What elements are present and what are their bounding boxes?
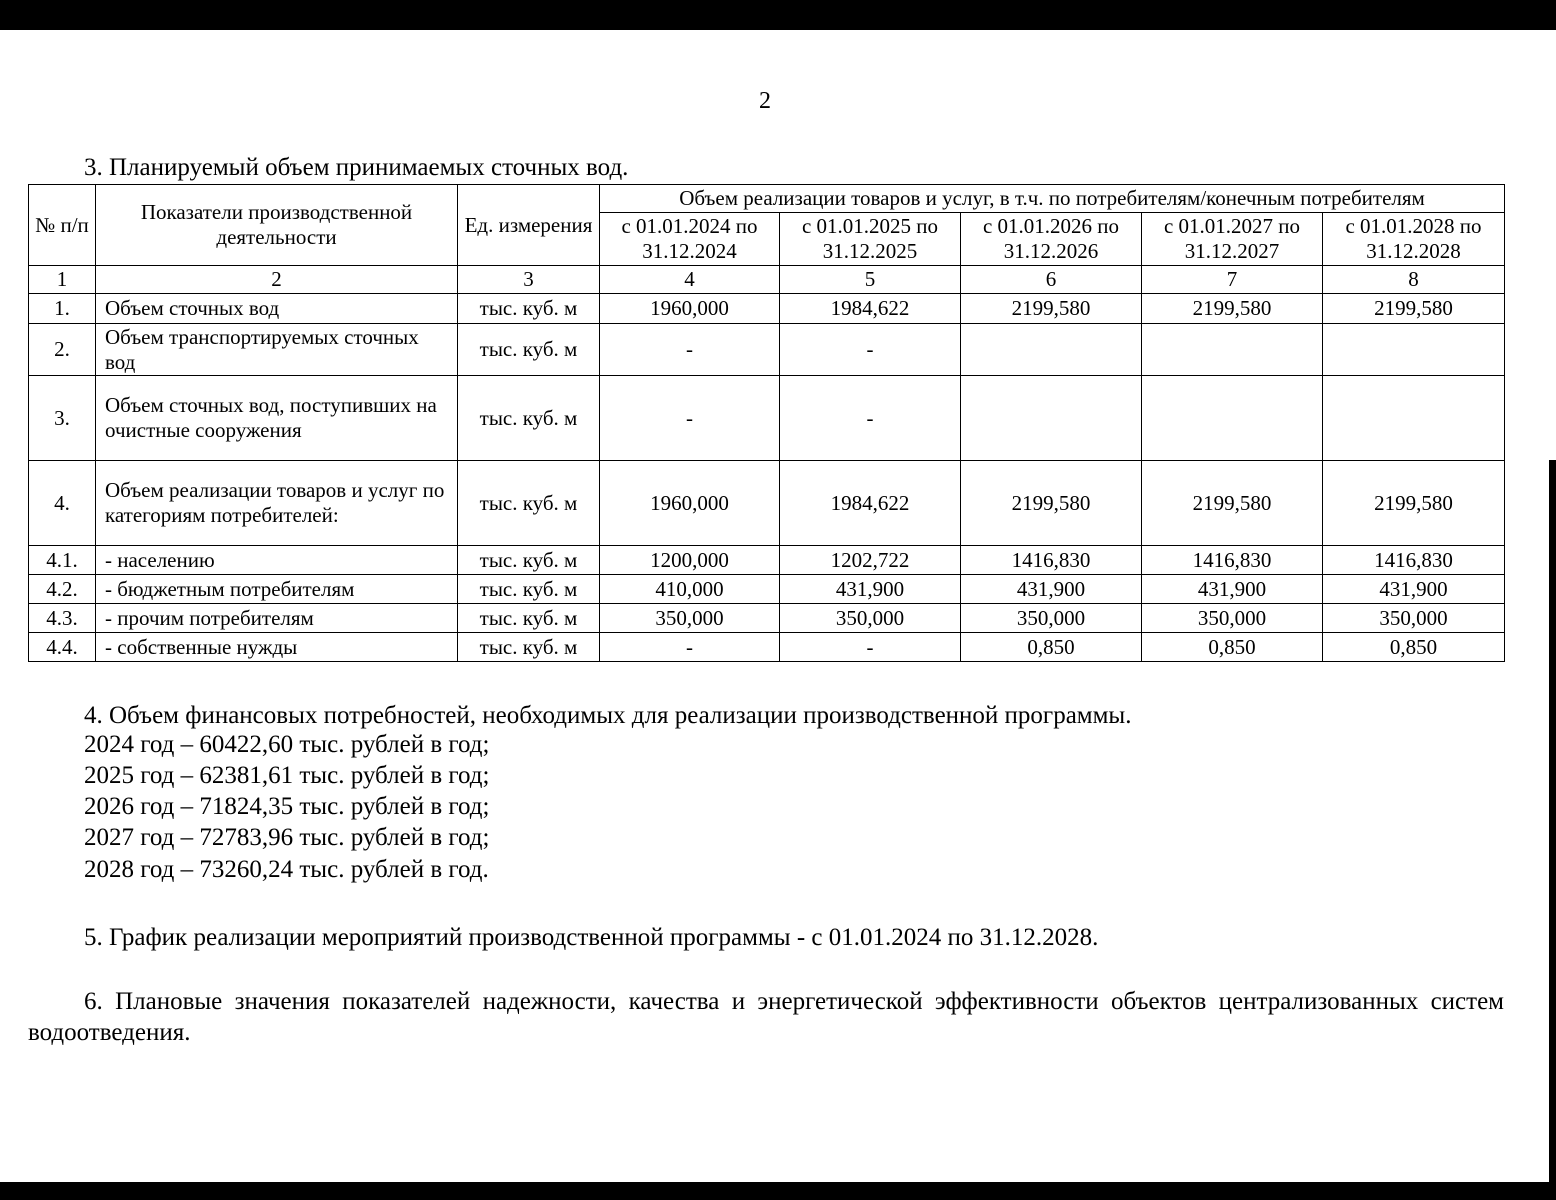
financial-line: 2026 год – 71824,35 тыс. рублей в год; — [84, 793, 490, 820]
row-value: 350,000 — [1142, 604, 1323, 633]
row-number: 4.1. — [29, 546, 96, 575]
header-unit: Ед. измерения — [458, 185, 600, 266]
row-value — [1323, 324, 1505, 376]
row-value: 410,000 — [600, 575, 780, 604]
row-value: 1960,000 — [600, 461, 780, 546]
row-indicator: - населению — [96, 546, 458, 575]
row-value: 431,900 — [961, 575, 1142, 604]
row-value — [1142, 376, 1323, 461]
column-number: 1 — [29, 266, 96, 294]
row-number: 2. — [29, 324, 96, 376]
row-value: - — [780, 633, 961, 662]
row-indicator: Объем сточных вод — [96, 294, 458, 324]
row-number: 4.4. — [29, 633, 96, 662]
column-number: 5 — [780, 266, 961, 294]
section-3-heading: 3. Планируемый объем принимаемых сточных вод. — [84, 154, 629, 181]
row-value: 0,850 — [1142, 633, 1323, 662]
row-value — [961, 324, 1142, 376]
row-value: - — [600, 324, 780, 376]
table-header-row — [29, 185, 1505, 213]
table-row — [29, 604, 1505, 633]
row-unit: тыс. куб. м — [458, 633, 600, 662]
row-value: 2199,580 — [961, 461, 1142, 546]
section-6-text: 6. Плановые значения показателей надежности, качества и энергетической эффективности объектов централизованных систем водоотведения. — [28, 988, 1504, 1046]
row-number: 1. — [29, 294, 96, 324]
column-number: 3 — [458, 266, 600, 294]
row-indicator: Объем реализации товаров и услуг по категориям потребителей: — [96, 461, 458, 546]
row-unit: тыс. куб. м — [458, 324, 600, 376]
scan-edge-right — [1549, 460, 1556, 1182]
row-value: 350,000 — [780, 604, 961, 633]
table-row — [29, 633, 1505, 662]
scan-edge-bottom — [0, 1182, 1556, 1200]
row-unit: тыс. куб. м — [458, 604, 600, 633]
row-value: - — [780, 324, 961, 376]
row-unit: тыс. куб. м — [458, 294, 600, 324]
row-value: 2199,580 — [1142, 461, 1323, 546]
table-row — [29, 546, 1505, 575]
row-value: 2199,580 — [1323, 461, 1505, 546]
header-number: № п/п — [29, 185, 96, 266]
row-value: 350,000 — [961, 604, 1142, 633]
row-unit: тыс. куб. м — [458, 461, 600, 546]
row-value: 0,850 — [1323, 633, 1505, 662]
table-row — [29, 294, 1505, 324]
section-4-heading: 4. Объем финансовых потребностей, необходимых для реализации производственной программы. — [84, 702, 1132, 729]
header-indicator: Показатели производственной деятельности — [96, 185, 458, 266]
row-value: 1960,000 — [600, 294, 780, 324]
row-value: - — [780, 376, 961, 461]
table-row — [29, 324, 1505, 376]
row-value: 2199,580 — [1142, 294, 1323, 324]
row-value: 1416,830 — [1142, 546, 1323, 575]
column-number: 8 — [1323, 266, 1505, 294]
row-value: 0,850 — [961, 633, 1142, 662]
row-value: 350,000 — [1323, 604, 1505, 633]
row-indicator: Объем сточных вод, поступивших на очистные сооружения — [96, 376, 458, 461]
header-period: с 01.01.2025 по 31.12.2025 — [780, 213, 961, 266]
row-value: 350,000 — [600, 604, 780, 633]
row-value: 431,900 — [1323, 575, 1505, 604]
row-value: 431,900 — [780, 575, 961, 604]
row-value: 431,900 — [1142, 575, 1323, 604]
row-unit: тыс. куб. м — [458, 575, 600, 604]
financial-line: 2024 год – 60422,60 тыс. рублей в год; — [84, 731, 490, 758]
section-5-text: 5. График реализации мероприятий производственной программы - с 01.01.2024 по 31.12.2028. — [84, 924, 1099, 951]
page-number: 2 — [759, 88, 771, 114]
scan-edge-top — [0, 0, 1556, 30]
row-indicator: - бюджетным потребителям — [96, 575, 458, 604]
row-value — [961, 376, 1142, 461]
column-numbers-row — [29, 266, 1505, 294]
row-value: - — [600, 633, 780, 662]
row-value: 1200,000 — [600, 546, 780, 575]
financial-line: 2027 год – 72783,96 тыс. рублей в год; — [84, 824, 490, 851]
column-number: 6 — [961, 266, 1142, 294]
row-number: 3. — [29, 376, 96, 461]
row-indicator: Объем транспортируемых сточных вод — [96, 324, 458, 376]
table-row — [29, 376, 1505, 461]
row-value — [1323, 376, 1505, 461]
financial-line: 2028 год – 73260,24 тыс. рублей в год. — [84, 856, 489, 883]
header-period: с 01.01.2027 по 31.12.2027 — [1142, 213, 1323, 266]
header-period: с 01.01.2026 по 31.12.2026 — [961, 213, 1142, 266]
row-value: 2199,580 — [1323, 294, 1505, 324]
table-row — [29, 575, 1505, 604]
row-indicator: - прочим потребителям — [96, 604, 458, 633]
column-number: 4 — [600, 266, 780, 294]
wastewater-volume-table — [28, 184, 1505, 662]
row-unit: тыс. куб. м — [458, 546, 600, 575]
row-value: 1202,722 — [780, 546, 961, 575]
column-number: 2 — [96, 266, 458, 294]
row-value: 2199,580 — [961, 294, 1142, 324]
row-number: 4.2. — [29, 575, 96, 604]
table-row — [29, 461, 1505, 546]
row-indicator: - собственные нужды — [96, 633, 458, 662]
row-value: 1416,830 — [1323, 546, 1505, 575]
row-value — [1142, 324, 1323, 376]
row-value: - — [600, 376, 780, 461]
row-unit: тыс. куб. м — [458, 376, 600, 461]
row-number: 4.3. — [29, 604, 96, 633]
header-period: с 01.01.2028 по 31.12.2028 — [1323, 213, 1505, 266]
row-value: 1984,622 — [780, 294, 961, 324]
row-number: 4. — [29, 461, 96, 546]
column-number: 7 — [1142, 266, 1323, 294]
row-value: 1984,622 — [780, 461, 961, 546]
row-value: 1416,830 — [961, 546, 1142, 575]
header-group: Объем реализации товаров и услуг, в т.ч. по потребителям/конечным потребителям — [600, 185, 1505, 213]
financial-line: 2025 год – 62381,61 тыс. рублей в год; — [84, 762, 490, 789]
header-period: с 01.01.2024 по 31.12.2024 — [600, 213, 780, 266]
